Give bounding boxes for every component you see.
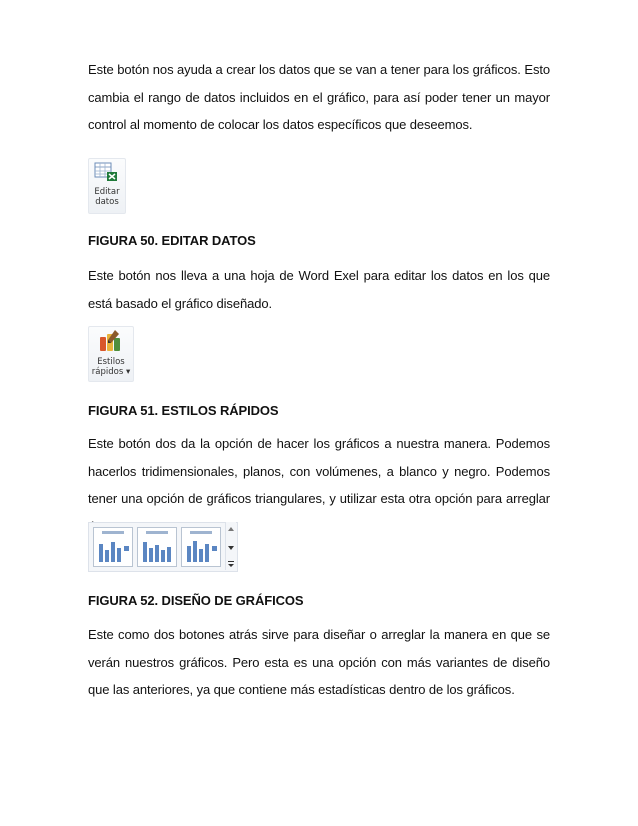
gallery-scrollbar <box>225 522 236 570</box>
editar-datos-label-line2: datos <box>95 197 119 207</box>
chart-style-thumbnail <box>93 527 133 567</box>
paragraph-intro: Este botón nos ayuda a crear los datos que se van a tener para los gráficos. Esto cambia el rango de datos incluidos en el gráfico, para así poder tener un mayor control al momento de colocar los datos específicos que deseemos. <box>88 62 550 132</box>
figure-51-caption: FIGURA 51. ESTILOS RÁPIDOS <box>88 403 279 418</box>
expand-gallery-icon <box>228 561 234 562</box>
paragraph-editar-datos: Este botón nos lleva a una hoja de Word Exel para editar los datos en los que está basado el gráfico diseñado. <box>88 268 550 311</box>
paragraph-diseno-graficos: Este como dos botones atrás sirve para diseñar o arreglar la manera en que se verán nuestros gráficos. Pero esta es una opción con más variantes de diseño que las anteriores, ya que contiene más estadísticas dentro de los gráficos. <box>88 627 550 697</box>
scroll-up-icon <box>228 527 234 531</box>
chart-style-thumbnail <box>181 527 221 567</box>
spreadsheet-excel-icon <box>94 162 118 182</box>
paintbrush-palette-icon <box>97 329 125 353</box>
editar-datos-button <box>88 158 126 214</box>
editar-datos-label-line1: Editar <box>94 187 120 197</box>
paragraph-estilos-rapidos: Este botón dos da la opción de hacer los gráficos a nuestra manera. Podemos hacerlos tridimensionales, planos, con volúmenes, a blanco y negro. Podemos tener una opción de gráficos triangulares, y utilizar esta otra opción para arreglar <box>88 436 550 506</box>
figure-50-caption: FIGURA 50. EDITAR DATOS <box>88 233 256 248</box>
estilos-rapidos-button <box>88 326 134 382</box>
estilos-rapidos-label-line1: Estilos <box>97 357 125 367</box>
chart-style-thumbnail <box>137 527 177 567</box>
scroll-down-icon <box>228 546 234 550</box>
figure-52-caption: FIGURA 52. DISEÑO DE GRÁFICOS <box>88 593 304 608</box>
estilos-rapidos-label-line2: rápidos ▾ <box>91 367 131 377</box>
chart-styles-gallery <box>88 522 238 572</box>
